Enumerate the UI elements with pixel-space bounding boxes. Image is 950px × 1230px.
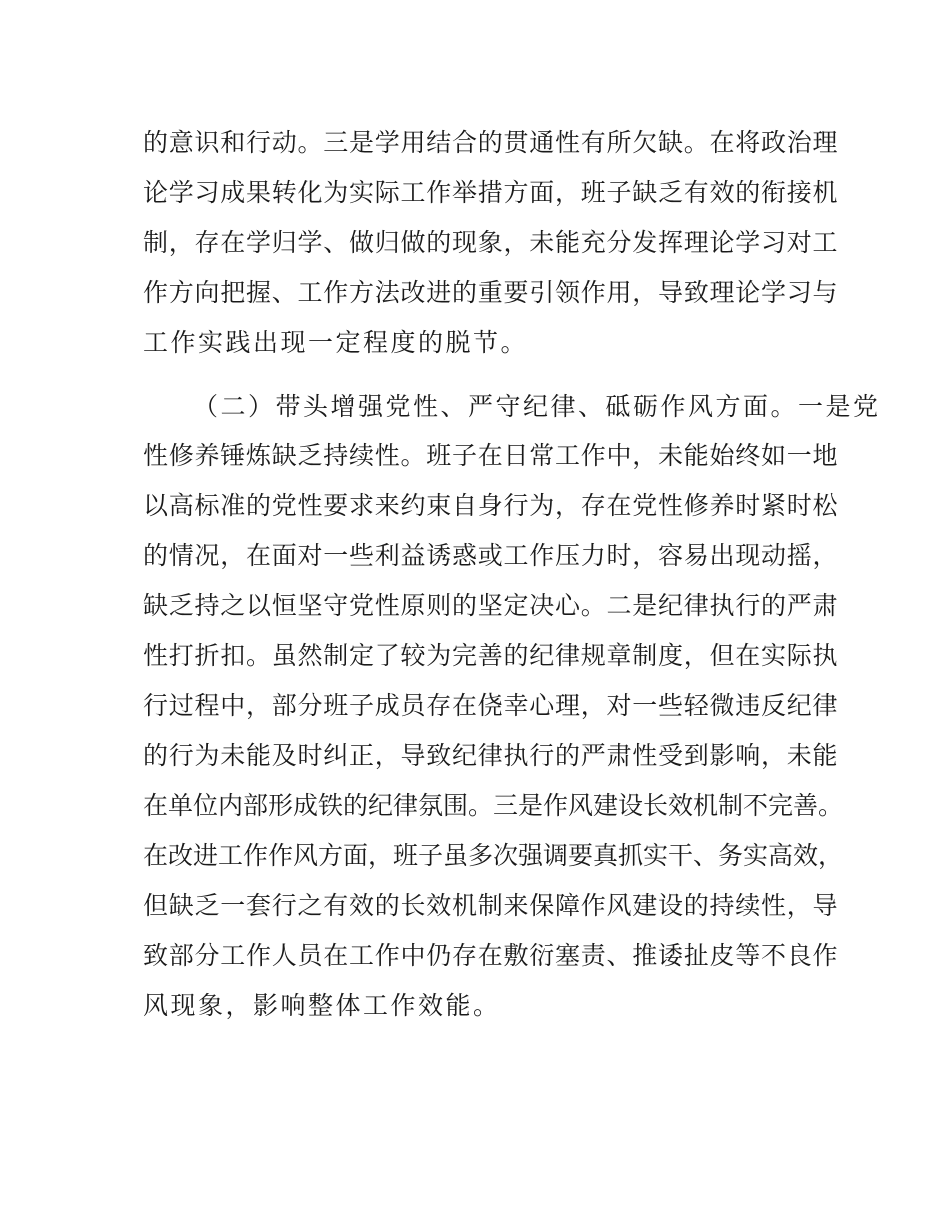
paragraph-2-line-3: 以高标准的党性要求来约束自身行为，存在党性修养时紧时松 <box>143 491 839 520</box>
paragraph-2-line-2: 性修养锤炼缺乏持续性。班子在日常工作中，未能始终如一地 <box>143 441 839 470</box>
paragraph-1-line-1: 的意识和行动。三是学用结合的贯通性有所欠缺。在将政治理 <box>143 128 839 157</box>
paragraph-2-line-1: （二）带头增强党性、严守纪律、砥砺作风方面。一是党 <box>193 392 881 421</box>
paragraph-2-line-13: 风现象，影响整体工作效能。 <box>143 991 501 1020</box>
paragraph-2-line-12: 致部分工作人员在工作中仍存在敷衍塞责、推诿扯皮等不良作 <box>143 941 839 970</box>
paragraph-1-line-2: 论学习成果转化为实际工作举措方面，班子缺乏有效的衔接机 <box>143 178 839 207</box>
paragraph-2-line-9: 在单位内部形成铁的纪律氛围。三是作风建设长效机制不完善。 <box>143 791 844 820</box>
paragraph-2-line-10: 在改进工作作风方面，班子虽多次强调要真抓实干、务实高效， <box>143 841 844 870</box>
paragraph-1-line-5: 工作实践出现一定程度的脱节。 <box>143 328 529 357</box>
paragraph-2-line-11: 但缺乏一套行之有效的长效机制来保障作风建设的持续性，导 <box>143 891 839 920</box>
paragraph-2-line-5: 缺乏持之以恒坚守党性原则的坚定决心。二是纪律执行的严肃 <box>143 591 839 620</box>
paragraph-2-line-8: 的行为未能及时纠正，导致纪律执行的严肃性受到影响，未能 <box>143 741 839 770</box>
paragraph-2-line-7: 行过程中，部分班子成员存在侥幸心理，对一些轻微违反纪律 <box>143 691 839 720</box>
paragraph-2-line-4: 的情况，在面对一些利益诱惑或工作压力时，容易出现动摇， <box>143 541 839 570</box>
paragraph-1-line-4: 作方向把握、工作方法改进的重要引领作用，导致理论学习与 <box>143 278 839 307</box>
paragraph-1-line-3: 制，存在学归学、做归做的现象，未能充分发挥理论学习对工 <box>143 228 839 257</box>
paragraph-2-line-6: 性打折扣。虽然制定了较为完善的纪律规章制度，但在实际执 <box>143 641 839 670</box>
